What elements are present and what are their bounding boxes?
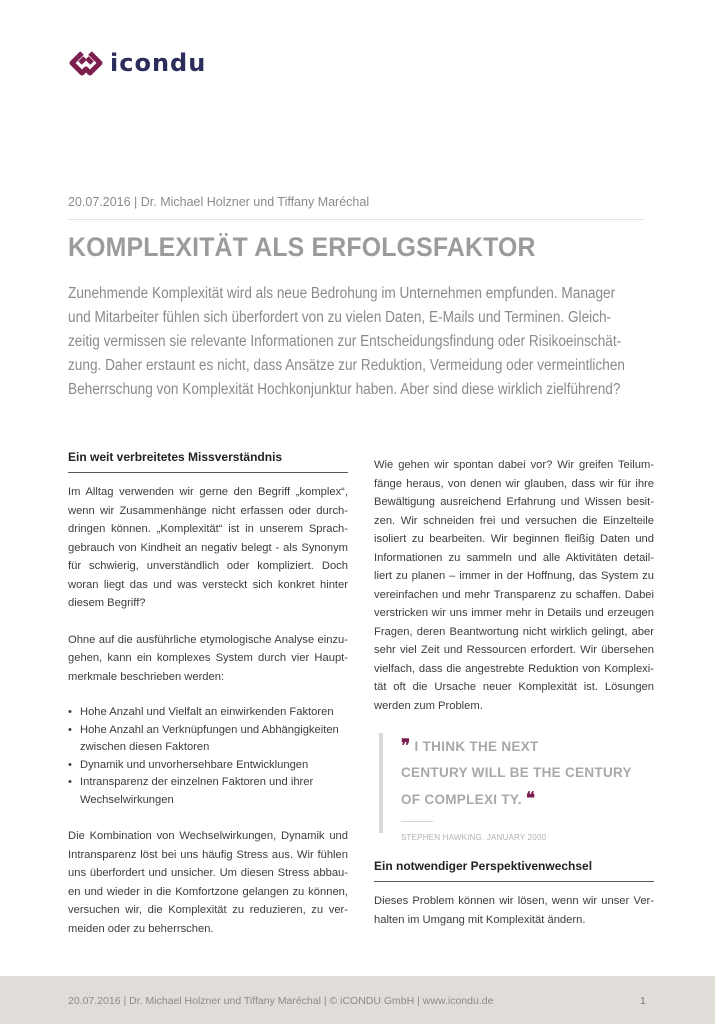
list-item-text: Wechselwirkungen <box>80 793 174 806</box>
list-item-text: • Intransparenz der einzelnen Faktoren und ihrer <box>80 776 314 788</box>
lead-line: Beherrschung von Komplexität Hochkonjunktur haben. Aber sind diese wirklich zielführend? <box>68 381 621 398</box>
text-line: gebrauch von Kindheit an negativ belegt - als Synonym <box>68 541 348 554</box>
text-line: merkmale beschrieben werden: <box>68 670 225 683</box>
quote-line-text: I THINK THE NEXT <box>414 739 539 754</box>
article-meta: 20.07.2016 | Dr. Michael Holzner und Tiffany Maréchal <box>68 195 370 209</box>
text-line: Wie gehen wir spontan dabei vor? Wir greifen Teilum- <box>374 459 654 471</box>
paragraph-vorgehen <box>374 456 654 715</box>
feature-list <box>68 704 348 809</box>
text-line: diesem Begriff? <box>68 597 146 609</box>
list-item-text: • Dynamik und unvorhersehbare Entwicklungen <box>80 758 309 771</box>
lead-line: zung. Daher erstaunt es nicht, dass Ansätze zur Reduktion, Vermeidung oder vermeintlichen <box>68 357 625 374</box>
paragraph-merkmale <box>68 631 348 687</box>
quote-line-text: OF COMPLEXI TY. <box>401 792 522 807</box>
list-item-text: • Hohe Anzahl an Verknüpfungen und Abhängigkeiten <box>80 723 339 736</box>
text-line: gehen, kann ein komplexes System durch vier Haupt- <box>68 652 348 664</box>
quote-line <box>401 733 654 760</box>
quote-close-icon: ❝ <box>525 789 536 809</box>
article-lead <box>68 282 645 402</box>
footer-text: 20.07.2016 | Dr. Michael Holzner und Tiffany Maréchal | © iCONDU GmbH | www.icondu.de <box>68 995 494 1007</box>
section-heading-perspektivenwechsel: Ein notwendiger Perspektivenwechsel <box>374 859 654 882</box>
left-column <box>68 450 348 938</box>
lead-line: zeitig vermissen sie relevante Informationen zur Entscheidungsfindung oder Risikoeinschät- <box>68 333 622 350</box>
logo-chain-icon <box>68 49 104 77</box>
page-number: 1 <box>640 995 646 1007</box>
text-line: woran liegt das und was versteckt sich konkret hinter <box>68 578 348 591</box>
text-line: Dieses Problem können wir lösen, wenn wir unser Ver- <box>374 895 654 907</box>
meta-divider <box>68 219 644 220</box>
list-item <box>68 722 348 757</box>
text-line: Fragen, deren Beantwortung nicht wirklich gelingt, aber <box>374 625 654 638</box>
text-line: sehr viel Zeit und Ressourcen erfordert. Wir übersehen <box>374 644 654 656</box>
pull-quote <box>379 733 654 842</box>
text-line: vielfach, dass die angestrebte Reduktion von Komplexi- <box>374 662 654 675</box>
page-footer <box>0 976 715 1024</box>
text-line: tät oft die Ursache neuer Komplexität ist. Lösungen <box>374 681 654 693</box>
text-line: verstricken wir uns immer mehr in Details und erzeugen <box>374 607 654 619</box>
text-line: zen. Wir schneiden frei und versuchen die Einzelteile <box>374 514 654 527</box>
paragraph-intro <box>68 483 348 613</box>
text-line: Ohne auf die ausführliche etymologische Analyse einzu- <box>68 633 348 646</box>
text-line: Die Kombination von Wechselwirkungen, Dynamik und <box>68 830 348 842</box>
text-line: für schwierig, unverständlich oder kompliziert. Doch <box>68 560 348 572</box>
list-item-text: • Hohe Anzahl und Vielfalt an einwirkenden Faktoren <box>80 706 334 718</box>
lead-line: Zunehmende Komplexität wird als neue Bedrohung im Unternehmen empfunden. Manager <box>68 285 616 302</box>
section-heading-missverstaendnis: Ein weit verbreitetes Missverständnis <box>68 450 348 473</box>
quote-line <box>401 786 654 813</box>
company-logo <box>68 48 206 78</box>
paragraph-loesung <box>374 892 654 929</box>
text-line: uns überfordert und unsicher. Um diesen Stress abbau- <box>68 867 348 879</box>
text-line: isoliert zu bearbeiten. Wir beginnen fleißig Daten und <box>374 533 654 545</box>
list-item <box>68 774 348 809</box>
text-line: Intransparenz löst bei uns häufig Stress aus. Wir fühlen <box>68 848 348 861</box>
right-column <box>374 456 654 929</box>
text-line: vereinfachen und mehr Transparenz zu schaffen. Dabei <box>374 588 654 601</box>
text-line: Im Alltag verwenden wir gerne den Begriff „komplex“, <box>68 486 348 498</box>
quote-open-icon: ❞ <box>401 736 411 756</box>
text-line: halten im Umgang mit Komplexität ändern. <box>374 913 586 926</box>
list-item <box>68 704 348 722</box>
text-line: versuchen wir, die Komplexität zu reduzieren, zu ver- <box>68 904 348 916</box>
quote-line: CENTURY WILL BE THE CENTURY <box>401 765 632 780</box>
text-line: fänge heraus, von denen wir glauben, dass wir für ihre <box>374 477 654 490</box>
quote-text <box>401 733 654 813</box>
text-line: wenn wir Zusammenhänge nicht erfassen oder durch- <box>68 504 348 517</box>
text-line: dringen können. „Komplexität“ ist in unserem Sprach- <box>68 523 348 535</box>
quote-attribution: STEPHEN HAWKING, JANUARY 2000 <box>401 833 547 842</box>
text-line: Bewältigung ausreichend Erfahrung und Wissen besit- <box>374 496 654 508</box>
text-line: werden zum Problem. <box>374 699 483 712</box>
text-line: Informationen zu sammeln und alle Aktivitäten detail- <box>374 551 654 564</box>
logo-wordmark: icondu <box>110 49 207 77</box>
text-line: en und wieder in die Komfortzone gelangen zu können, <box>68 885 348 898</box>
list-item <box>68 757 348 775</box>
article-title: KOMPLEXITÄT ALS ERFOLGSFAKTOR <box>68 232 536 262</box>
paragraph-stress <box>68 827 348 938</box>
lead-line: und Mitarbeiter fühlen sich überfordert von zu vielen Daten, E-Mails und Terminen. Gleich- <box>68 309 612 326</box>
list-item-text: zwischen diesen Faktoren <box>80 741 210 753</box>
text-line: liert zu planen – immer in der Hoffnung, das System zu <box>374 570 654 582</box>
text-line: meiden oder zu beherrschen. <box>68 922 214 935</box>
quote-divider <box>401 821 433 822</box>
